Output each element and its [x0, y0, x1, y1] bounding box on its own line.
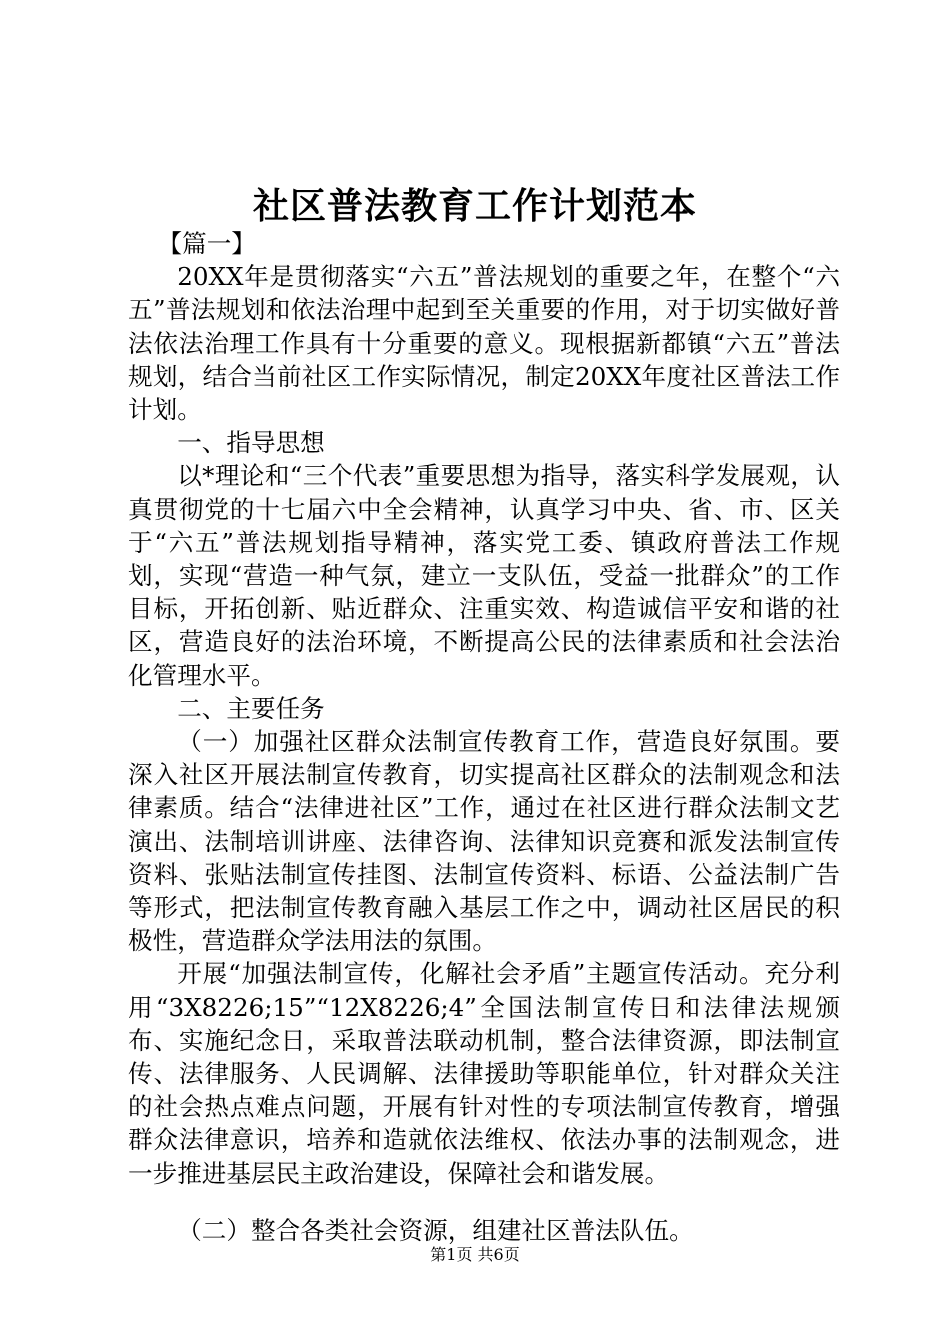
page-footer: 第1页 共6页	[430, 1245, 520, 1264]
paragraph-intro: 20XX年是贯彻落实“六五”普法规划的重要之年，在整个“六五”普法规划和依法治理中起到至关重要的作用，对于切实做好普法依法治理工作具有十分重要的意义。现根据新都镇“六五”普法规划，结合当前社区工作实际情况，制定20XX年度社区普法工作计划。	[128, 262, 840, 425]
paragraph-task-one: （一）加强社区群众法制宣传教育工作，营造良好氛围。要深入社区开展法制宣传教育，切实提高社区群众的法制观念和法律素质。结合“法律进社区”工作，通过在社区进行群众法制文艺演出、法制培训讲座、法律咨询、法律知识竞赛和派发法制宣传资料、张贴法制宣传挂图、法制宣传资料、标语、公益法制广告等形式，把法制宣传教育融入基层工作之中，调动社区居民的积极性，营造群众学法用法的氛围。	[128, 727, 840, 956]
section-label: 【篇一】	[157, 229, 256, 258]
paragraph-task-two: （二）整合各类社会资源，组建社区普法队伍。	[177, 1215, 694, 1245]
document-title: 社区普法教育工作计划范本	[252, 186, 697, 227]
paragraph-guiding-thought: 以*理论和“三个代表”重要思想为指导，落实科学发展观，认真贯彻党的十七届六中全会精神，认真学习中央、省、市、区关于“六五”普法规划指导精神，落实党工委、镇政府普法工作规划，实现“营造一种气氛，建立一支队伍，受益一批群众”的工作目标，开拓创新、贴近群众、注重实效、构造诚信平安和谐的社区，营造良好的法治环境，不断提高公民的法律素质和社会法治化管理水平。	[128, 461, 840, 690]
heading-guiding-thought: 一、指导思想	[177, 428, 325, 458]
heading-main-tasks: 二、主要任务	[177, 693, 325, 723]
paragraph-campaign: 开展“加强法制宣传，化解社会矛盾”主题宣传活动。充分利用“3X8226;15”“12X8226;4”全国法制宣传日和法律法规颁布、实施纪念日，采取普法联动机制，整合法律资源，即法制宣传、法律服务、人民调解、法律援助等职能单位，针对群众关注的社会热点难点问题，开展有针对性的专项法制宣传教育，增强群众法律意识，培养和造就依法维权、依法办事的法制观念，进一步推进基层民主政治建设，保障社会和谐发展。	[128, 959, 840, 1188]
document-body	[128, 227, 840, 1247]
